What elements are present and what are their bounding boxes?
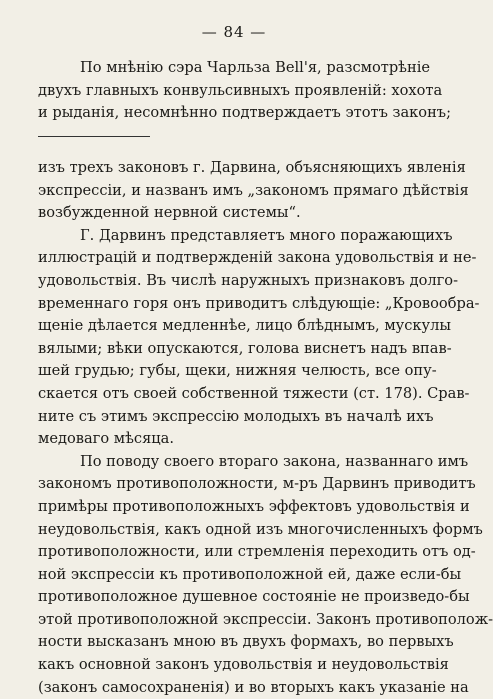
text-line: Г. Дарвинъ представляетъ много поражающихъ	[80, 226, 453, 244]
text-line: экспрессіи, и названъ имъ „закономъ прямаго дѣйствія	[38, 181, 469, 199]
text-line: какъ основной законъ удовольствія и неудовольствія	[38, 656, 449, 674]
text-line: По поводу своего втораго закона, названнаго имъ	[80, 452, 469, 470]
text-line: шей грудью; губы, щеки, нижняя челюсть, все опу-	[38, 362, 437, 380]
text-line: ной экспрессіи къ противоположной ей, даже если-бы	[38, 565, 462, 583]
page-number: — 84 —	[201, 23, 267, 41]
top-paragraph	[38, 57, 452, 125]
main-text	[38, 157, 493, 699]
text-line: неудовольствія, какъ одной изъ многочисленныхъ формъ	[38, 520, 483, 538]
text-line: ности высказанъ мною въ двухъ формахъ, во первыхъ	[38, 633, 454, 651]
text-line: закономъ противоположности, м-ръ Дарвинъ приводитъ	[38, 475, 476, 493]
text-line: этой противоположной экспрессіи. Законъ противополож-	[38, 610, 493, 628]
text-line: изъ трехъ законовъ г. Дарвина, объясняющихъ явленія	[38, 159, 466, 176]
text-line: медоваго мѣсяца.	[38, 430, 175, 448]
text-line: вялыми; вѣки опускаются, голова виснетъ надъ впав-	[38, 339, 452, 357]
text-line: и рыданія, несомнѣнно подтверждаетъ этотъ законъ;	[38, 104, 452, 122]
footnote-divider	[38, 136, 150, 137]
text-line: временнаго горя онъ приводитъ слѣдующіе: „Кровообра-	[38, 294, 480, 312]
text-line: ните съ этимъ экспрессію молодыхъ въ началѣ ихъ	[38, 407, 434, 425]
text-line: двухъ главныхъ конвульсивныхъ проявленій: хохота	[38, 81, 443, 99]
text-line: удовольствія. Въ числѣ наружныхъ признаковъ долго-	[38, 271, 459, 289]
text-line: возбужденной нервной системы“.	[38, 204, 301, 222]
text-line: иллюстрацій и подтвержденій закона удовольствія и не-	[38, 249, 477, 267]
text-line: (законъ самосохраненія) и во вторыхъ какъ указаніе на	[38, 678, 469, 696]
text-line: противоположное душевное состояніе не произведо-бы	[38, 588, 470, 606]
text-line: примѣры противоположныхъ эффектовъ удовольствія и	[38, 497, 470, 515]
text-line: По мнѣнію сэра Чарльза Bell'я, разсмотрѣніе	[80, 59, 430, 76]
text-line: противоположности, или стремленія переходить отъ од-	[38, 543, 476, 561]
text-line: щеніе дѣлается медленнѣе, лицо блѣднымъ, мускулы	[38, 317, 452, 335]
text-line: скается отъ своей собственной тяжести (ст. 178). Срав-	[38, 384, 470, 402]
